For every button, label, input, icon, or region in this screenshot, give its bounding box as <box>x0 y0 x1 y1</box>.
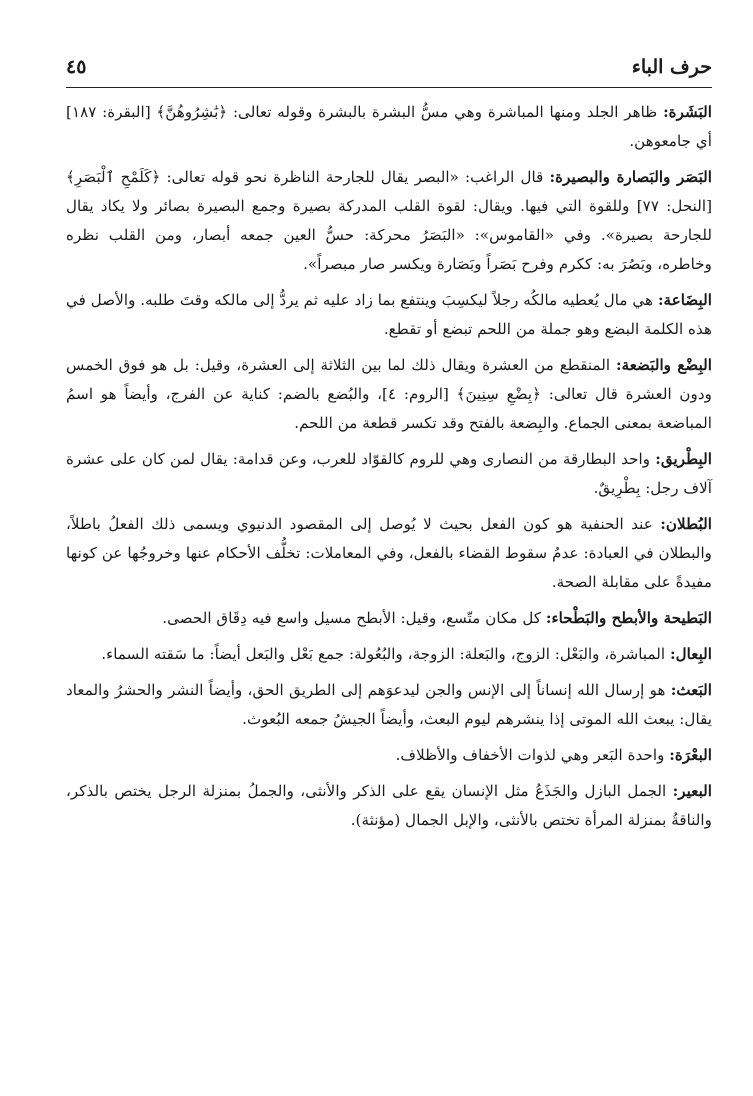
entry-bid <box>66 351 712 438</box>
entry-term: البِضَاعة: <box>657 291 712 309</box>
entry-text: هي مال يُعطيه مالكُه رجلاً ليكسِبَ وينتفع بما زاد عليه ثم يردُّ إلى مالكه وقتَ طلبه. والأصل في هذه الكلمة البضع وهو جملة من اللحم تبضع أو تقطع. <box>66 291 712 338</box>
entry-batiha <box>66 604 712 633</box>
entry-term: البعير: <box>672 782 712 800</box>
entry-term: البِطْريق: <box>655 450 712 468</box>
entry-butlan <box>66 510 712 597</box>
entry-text: هو إرسال الله إنساناً إلى الإنس والجن ليدعوَهم إلى الطريق الحق، وأيضاً النشر والحشرُ والمعاد يقال: يبعث الله الموتى إذا ينشرهم ليوم البعث، وأيضاً الجيشُ جمعه البُعوث. <box>66 681 712 728</box>
entry-text: واحدة البَعر وهي لذوات الأخفاف والأظلاف. <box>395 746 670 764</box>
entry-text: قال الراغب: «البصر يقال للجارحة الناظرة نحو قوله تعالى: ﴿كَلَمْحِ ٱلْبَصَرِ﴾ [النحل: ٧٧] وللقوة التي فيها. ويقال: لقوة القلب المدركة بصيرة وجمع البصيرة بصائر ولا يكاد يقال للجارحة بصيرة». وفي «القاموس»: «البَصَرُ محركة: حسُّ العين جمعه أبصار، ومن القلب نظره وخاطره، وبَصُرَ به: ككرم وفرح بَصَراً وبَصَارة ويكسر صار مبصراً». <box>66 168 712 273</box>
entry-biaal <box>66 640 712 669</box>
entry-term: البِضْع والبَضعة: <box>615 356 712 374</box>
running-title: حرف الباء <box>631 56 712 78</box>
page-number: ٤٥ <box>66 56 87 78</box>
entry-bitriq <box>66 445 712 503</box>
entry-basar <box>66 163 712 279</box>
entry-term: البَعث: <box>670 681 712 699</box>
entry-term: البَطيحة والأبطح والبَطْحاء: <box>545 609 712 627</box>
entry-text: الجمل البازل والجَذَعُ مثل الإنسان يقع على الذكر والأنثى، والجملُ بمنزلة الرجل يختص بالذكر، والناقةُ بمنزلة المرأة تختص بالأنثى، والإبل الجمال (مؤنثة). <box>66 782 712 829</box>
dictionary-page <box>66 52 712 1052</box>
entry-term: البُطلان: <box>660 515 712 533</box>
entry-baath <box>66 676 712 734</box>
entry-baeer <box>66 777 712 835</box>
entry-term: البعْرَة: <box>669 746 712 764</box>
header-rule <box>66 87 712 88</box>
entry-term: البَشَرة: <box>663 103 712 121</box>
entry-text: المنقطع من العشرة ويقال ذلك لما بين الثلاثة إلى العشرة، وقيل: بل هو فوق الخمس ودون العشرة قال تعالى: ﴿بِضْعِ سِنِينَ﴾ [الروم: ٤]، والبُضع بالضم: كناية عن الفرج، وأيضاً هو اسمُ المباضعة بمعنى الجماع. والبِضعة بالفتح وقد تكسر قطعة من اللحم. <box>66 356 712 432</box>
entry-text: ظاهر الجلد ومنها المباشرة وهي مسُّ البشرة بالبشرة وقوله تعالى: ﴿بَٰشِرُوهُنَّ﴾ [البقرة: ١٨٧] أي جامعوهن. <box>66 103 712 150</box>
entry-bashara <box>66 98 712 156</box>
entry-term: البَصَر والبَصارة والبصيرة: <box>549 168 712 186</box>
entry-text: كل مكان متّسع، وقيل: الأبطح مسيل واسع فيه دِقَاق الحصى. <box>162 609 546 627</box>
page-header <box>66 52 712 88</box>
entry-text: واحد البطارقة من النصارى وهي للروم كالقوّاد للعرب، وعن قدامة: يقال لمن كان على عشرة آلاف رجل: بِطْرِيقٌ. <box>66 450 712 497</box>
entry-bidaa <box>66 286 712 344</box>
entries-list <box>66 98 712 835</box>
entry-baara <box>66 741 712 770</box>
entry-text: المباشرة، والبَعْل: الزوج، والبَعلة: الزوجة، والبُعُولة: جمع بَعْل والبَعل أيضاً: ما سَقته السماء. <box>101 645 670 663</box>
entry-term: البِعال: <box>669 645 712 663</box>
entry-text: عند الحنفية هو كون الفعل بحيث لا يُوصل إلى المقصود الدنيوي ويسمى ذلك الفعلُ باطلاً، والبطلان في العبادة: عدمُ سقوط القضاء بالفعل، وفي المعاملات: تخلُّف الأحكام عنها وخروجُها عن كونها مفيدةً على مقابلة الصحة. <box>66 515 712 591</box>
